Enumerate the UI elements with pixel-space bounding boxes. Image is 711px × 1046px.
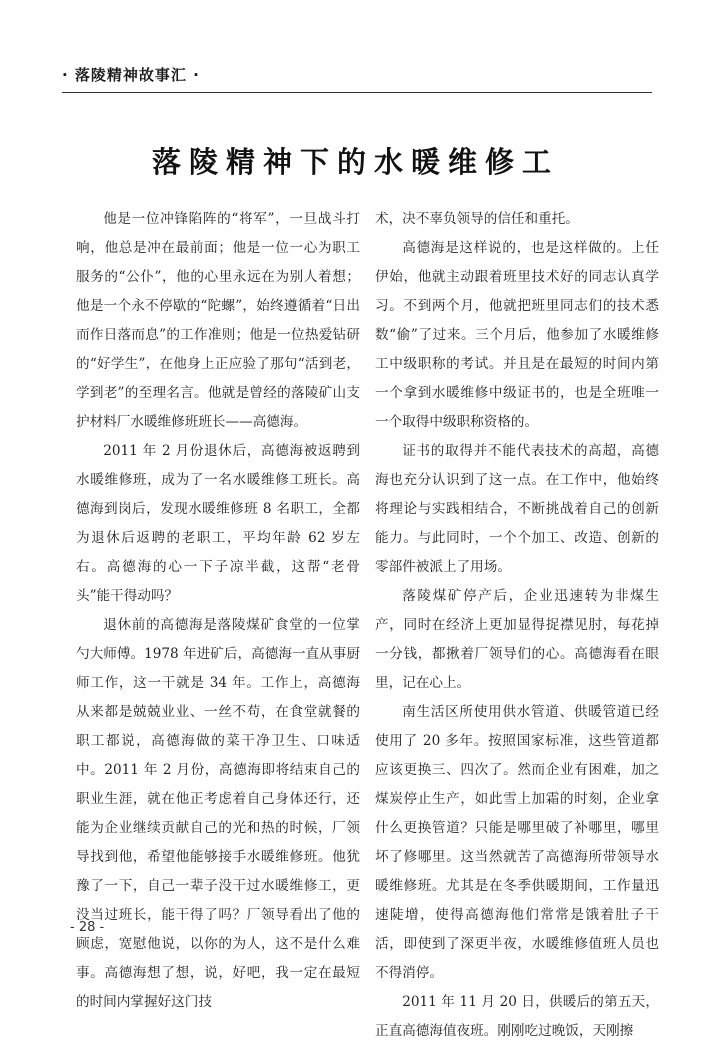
header-divider xyxy=(62,92,652,93)
paragraph: 他是一位冲锋陷阵的“将军”，一旦战斗打响，他总是冲在最前面；他是一位一心为职工服务的“公仆”，他的心里永远在为别人着想；他是一个永不停歇的“陀螺”，始终遵循着“日出而作日落而息”的工作准则；他是一位热爱钻研的“好学生”，在他身上正应验了那句“活到老，学到老”的至理名言。他就是曾经的落陵矿山支护材料厂水暖维修班班长——高德海。 xyxy=(76,211,360,430)
paragraph: 退休前的高德海是落陵煤矿食堂的一位掌勺大师傅。1978 年进矿后，高德海一直从事厨师工作，这一干就是 34 年。工作上，高德海从来都是兢兢业业、一丝不苟，在食堂就餐的职工都说，高德海做的菜干净卫生、口味适中。2011 年 2 月份，高德海即将结束自己的职业生涯，就在他正考虑着自己身体还行，还能为企业继续贡献自己的光和热的时候，厂领导找到他，希望他能够接手水暖维修班。他犹豫了一下，自己一辈子没干过水暖维修工，更没当过班长，能干得了吗？厂领导看出了他的顾虑，宽慰他说，以你的为人，这不是什么难事。高德海想了想，说，好吧，我一定在最短的时间内掌握好这门技 xyxy=(76,617,360,1010)
paragraph: 2011 年 2 月份退休后，高德海被返聘到水暖维修班，成为了一名水暖维修工班长。高德海到岗后，发现水暖维修班 8 名职工，全都为退休后返聘的老职工，平均年龄 62 岁左右。高德海的心一下子凉半截，这帮“老骨头”能干得动吗？ xyxy=(76,443,360,604)
running-header xyxy=(62,64,652,85)
article-title: 落陵精神下的水暖维修工 xyxy=(151,145,559,179)
paragraph: 证书的取得并不能代表技术的高超，高德海也充分认识到了这一点。在工作中，他始终将理论与实践相结合，不断挑战着自己的创新能力。与此同时，一个个加工、改造、创新的零部件被派上了用场。 xyxy=(375,443,659,575)
paragraph: 南生活区所使用供水管道、供暖管道已经使用了 20 多年。按照国家标准，这些管道都应该更换三、四次了。然而企业有困难，加之煤炭停止生产，如此雪上加霜的时刻，企业拿什么更换管道？只能是哪里破了补哪里，哪里坏了修哪里。这当然就苦了高德海所带领导水暖维修班。尤其是在冬季供暖期间，工作量迅速陡增，使得高德海他们常常是饿着肚子干活，即使到了深更半夜，水暖维修值班人员也不得消停。 xyxy=(375,704,659,981)
paragraph-continuation: 术，决不辜负领导的信任和重托。 xyxy=(375,211,579,227)
paragraph: 2011 年 11 月 20 日，供暖后的第五天，正直高德海值夜班。刚刚吃过晚饭，天刚擦 xyxy=(375,994,659,1039)
page-number: - 28 - xyxy=(70,920,105,935)
paragraph: 落陵煤矿停产后，企业迅速转为非煤生产，同时在经济上更加显得捉襟见肘，每花掉一分钱，都揪着厂领导们的心。高德海看在眼里，记在心上。 xyxy=(375,588,659,691)
header-text: · 落陵精神故事汇 · xyxy=(62,66,200,84)
paragraph: 高德海是这样说的，也是这样做的。上任伊始，他就主动跟着班里技术好的同志认真学习。不到两个月，他就把班里同志们的技术悉数“偷”了过来。三个月后，他参加了水暖维修工中级职称的考试。并且是在最短的时间内第一个拿到水暖维修中级证书的，也是全班唯一一个取得中级职称资格的。 xyxy=(375,240,659,430)
left-column xyxy=(76,205,360,1017)
right-column xyxy=(375,205,659,1046)
